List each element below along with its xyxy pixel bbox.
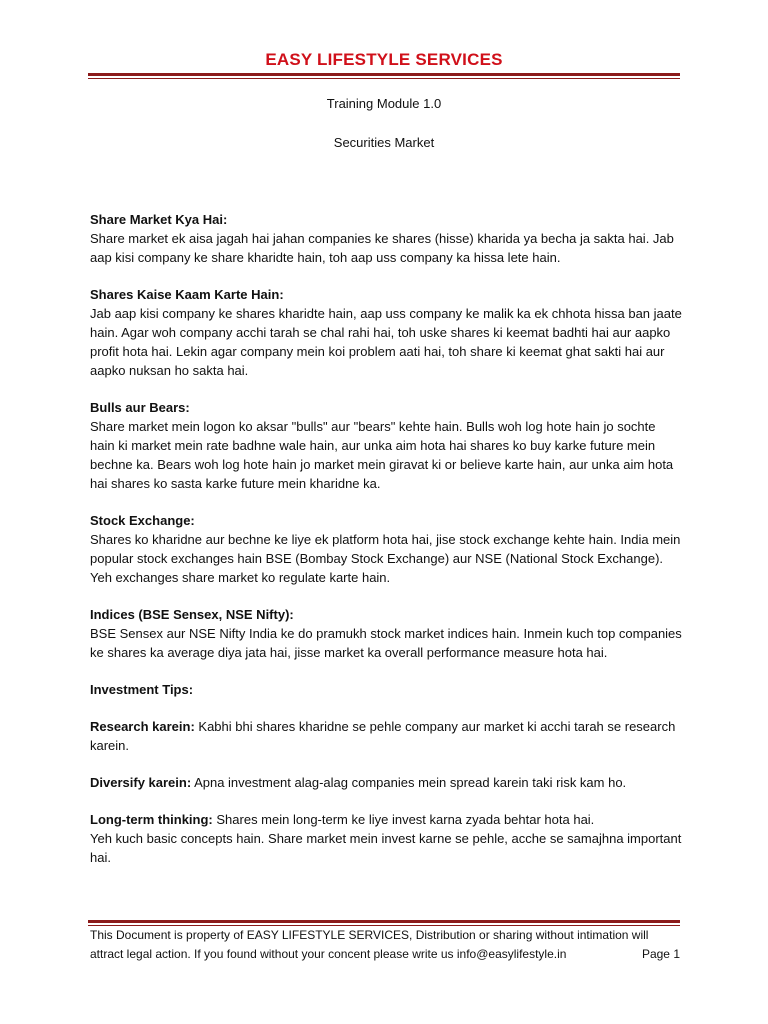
section-heading: Share Market Kya Hai: [90,212,228,227]
section-body: Share market mein logon ko aksar "bulls" aur "bears" kehte hain. Bulls woh log hote hain jo sochte hain ki market mein rate badhne wale hain, aur unka aim hota hai shares ko buy karke future mein bechne ka. Bears woh log hote hain jo market mein giravat ki or believe karte hain, aur unka aim hota hai shares ko sasta karke future mein kharidne ka. [90,419,674,491]
tip-label: Research karein: [90,719,195,734]
footer-notice-line2: attract legal action. If you found without your concent please write us info@easylifestyle.in [90,947,567,961]
topic-label: Securities Market [333,135,435,150]
tip-item [90,717,682,755]
section [90,605,682,662]
section [90,511,682,587]
tips-heading: Investment Tips: [90,682,194,697]
section [90,398,682,493]
document-title: EASY LIFESTYLE SERVICES [265,50,503,69]
footer [90,926,680,964]
section-heading: Bulls aur Bears: [90,400,190,415]
tip-item [90,810,682,867]
section [90,210,682,267]
tip-text: Apna investment alag-alag companies mein spread karein taki risk kam ho. [191,775,627,790]
section [90,285,682,380]
tip-item [90,773,682,792]
tip-label: Long-term thinking: [90,812,213,827]
document-body [90,210,682,867]
section-heading: Shares Kaise Kaam Karte Hain: [90,287,284,302]
tip-text: Shares mein long-term ke liye invest karna zyada behtar hota hai. [212,812,595,827]
section-body: BSE Sensex aur NSE Nifty India ke do pramukh stock market indices hain. Inmein kuch top companies ke shares ka average diya jata hai, jisse market ka overall performance measure hota hai. [90,626,682,660]
section-heading: Indices (BSE Sensex, NSE Nifty): [90,607,294,622]
tip-label: Diversify karein: [90,775,192,790]
footer-notice-line1: This Document is property of EASY LIFESTYLE SERVICES, Distribution or sharing without intimation will [90,928,649,942]
tip-text: Kabhi bhi shares kharidne se pehle company aur market ki acchi tarah se research karein. [90,719,676,753]
section-body: Share market ek aisa jagah hai jahan companies ke shares (hisse) kharida ya becha ja sakta hai. Jab aap kisi company ke share kharidte hain, toh aap uss company ka hissa lete hain. [90,231,674,265]
header-divider [88,73,680,79]
closing-text: Yeh kuch basic concepts hain. Share market mein invest karne se pehle, acche se samajhna important hai. [90,831,682,865]
section-heading: Stock Exchange: [90,513,195,528]
section-body: Jab aap kisi company ke shares kharidte hain, aap uss company ke malik ka ek chhota hissa ban jaate hain. Agar woh company acchi tarah se chal rahi hai, toh uske shares ki keemat badhti hai aur aapko profit hota hai. Lekin agar company mein koi problem aati hai, toh share ki keemat ghat sakti hai aur aapko nuksan ho sakta hai. [90,306,682,378]
section-body: Shares ko kharidne aur bechne ke liye ek platform hota hai, jise stock exchange kehte hain. India mein popular stock exchanges hain BSE (Bombay Stock Exchange) aur NSE (National Stock Exchange). Yeh exchanges share market ko regulate karte hain. [90,532,681,585]
page-number: Page 1 [641,947,680,961]
module-label: Training Module 1.0 [326,96,442,111]
